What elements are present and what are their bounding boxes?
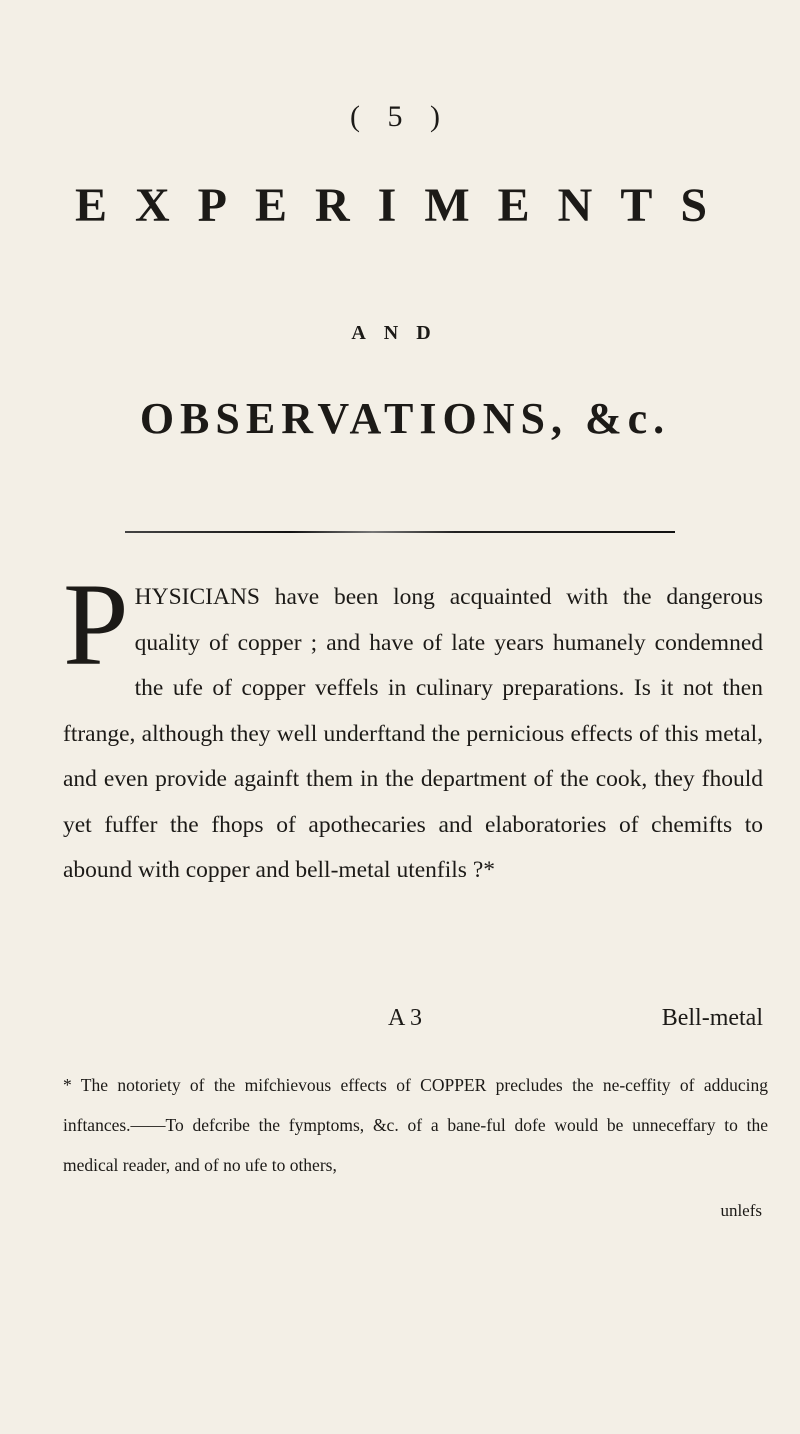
title-experiments: EXPERIMENTS [74,179,736,232]
signature-line [63,1005,763,1045]
body-paragraph [63,559,763,894]
page-number: ( 5 ) [350,100,450,133]
catchword: Bell-metal [661,1005,763,1031]
paragraph-text: HYSICIANS have been long acquainted with the dangerous quality of copper ; and have of late years humanely condemned the ufe of copper veffels in culinary preparations. Is it not then ftrange, although they well underftand the pernicious effects of this metal, and even provide againft them in the department of the cook, they fhould yet fuffer the fhops of apothecaries and elaboratories of chemifts to abound with copper and bell-metal utenfils ?* [63,584,763,883]
signature-mark: A 3 [388,1005,423,1031]
footnote-catchword: unlefs [720,1201,762,1220]
title-and: AND [351,322,449,344]
title-observations: OBSERVATIONS, &c. [139,394,671,443]
footnote: * The notoriety of the mifchievous effects of COPPER precludes the ne-ceffity of adducing inftances.——To defcribe the fymptoms, &c. of a bane-ful dofe would be unneceffary to the medical reader, and of no ufe to others, [63,1075,768,1175]
ornamental-rule [125,531,675,533]
drop-cap: P [63,559,129,690]
